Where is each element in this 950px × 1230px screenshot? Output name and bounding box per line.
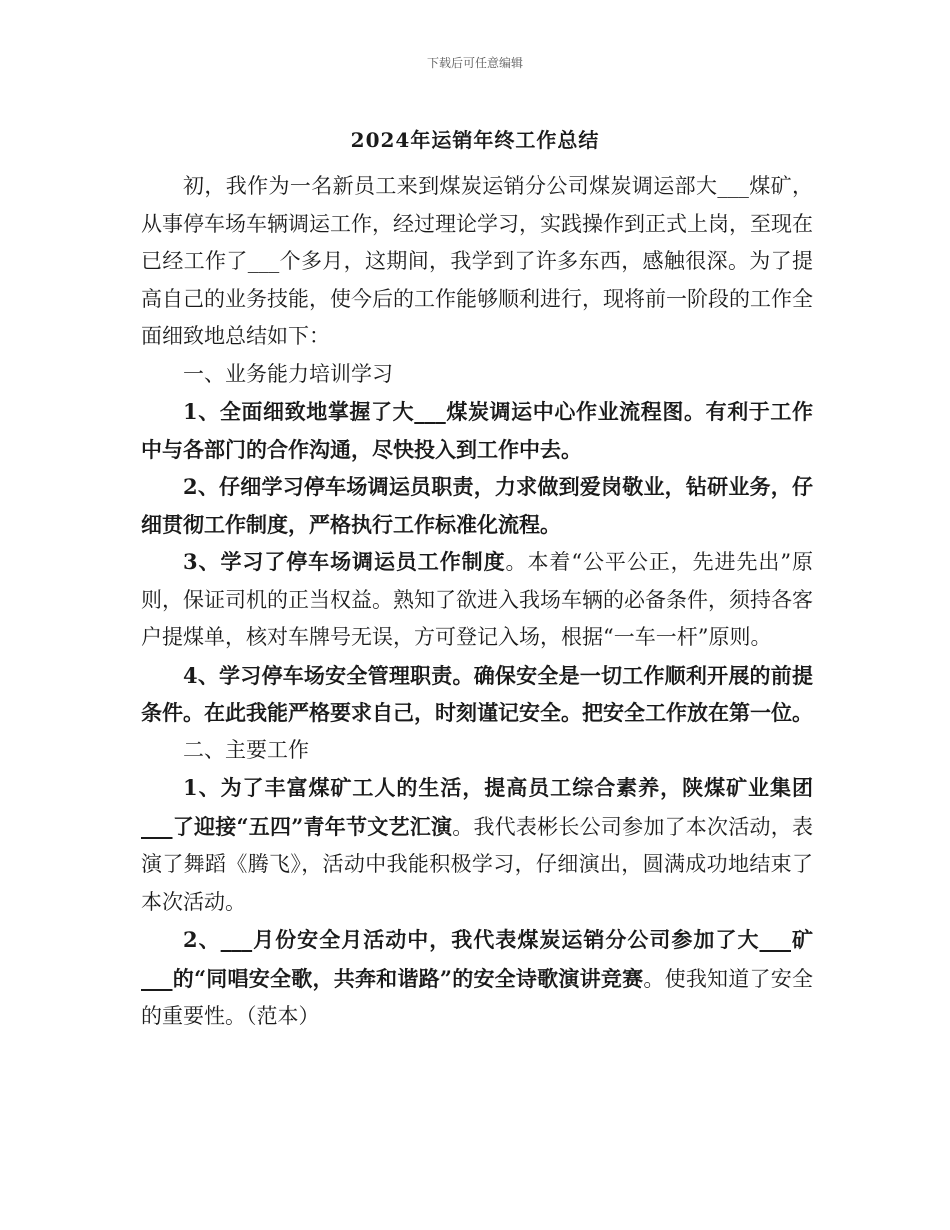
section-2-item-2-lead: 2、___月份安全月活动中，我代表煤炭运销分公司参加了大___矿___的“同唱安全歌，共奔和谐路”的安全诗歌演讲竞赛	[141, 927, 813, 991]
header-note: 下载后可任意编辑	[426, 56, 523, 70]
document-body	[141, 168, 813, 1036]
section-2-item-1	[141, 769, 813, 921]
section-2-item-1-text: 。我代表彬长公司参加了本次活动，表演了舞蹈《腾飞》，活动中我能积极学习，仔细演出，圆满成功地结束了本次活动。	[141, 814, 813, 914]
section-1-item-3-lead: 3、学习了停车场调运员工作制度	[183, 549, 506, 574]
intro-paragraph: 初，我作为一名新员工来到煤炭运销分公司煤炭调运部大___煤矿，从事停车场车辆调运工作，经过理论学习，实践操作到正式上岗，至现在已经工作了___个多月，这期间，我学到了许多东西，感触很深。为了提高自己的业务技能，使今后的工作能够顺利进行，现将前一阶段的工作全面细致地总结如下：	[141, 174, 813, 348]
section-2-heading: 二、主要工作	[183, 737, 309, 762]
section-1-item-4: 4、学习停车场安全管理职责。确保安全是一切工作顺利开展的前提条件。在此我能严格要求自己，时刻谨记安全。把安全工作放在第一位。	[141, 662, 813, 725]
section-2-item-2-text: 。使我知道了安全的重要性。（范本）	[141, 966, 813, 1028]
section-2-item-2	[141, 921, 813, 1036]
section-1-item-3	[141, 543, 813, 657]
section-1-heading: 一、业务能力培训学习	[183, 361, 393, 386]
section-1-item-1: 1、全面细致地掌握了大___煤炭调运中心作业流程图。有利于工作中与各部门的合作沟通，尽快投入到工作中去。	[141, 399, 813, 462]
section-1-item-3-text: 。本着“公平公正，先进先出”原则，保证司机的正当权益。熟知了欲进入我场车辆的必备条件，须持各客户提煤单，核对车牌号无误，方可登记入场，根据“一车一杆”原则。	[141, 550, 813, 649]
section-2-item-1-lead: 1、为了丰富煤矿工人的生活，提高员工综合素养，陕煤矿业集团___了迎接“五四”青年节文艺汇演	[141, 775, 813, 839]
document-title: 2024年运销年终工作总结	[350, 128, 600, 152]
section-1-item-2: 2、仔细学习停车场调运员职责，力求做到爱岗敬业，钻研业务，仔细贯彻工作制度，严格执行工作标准化流程。	[141, 474, 813, 537]
